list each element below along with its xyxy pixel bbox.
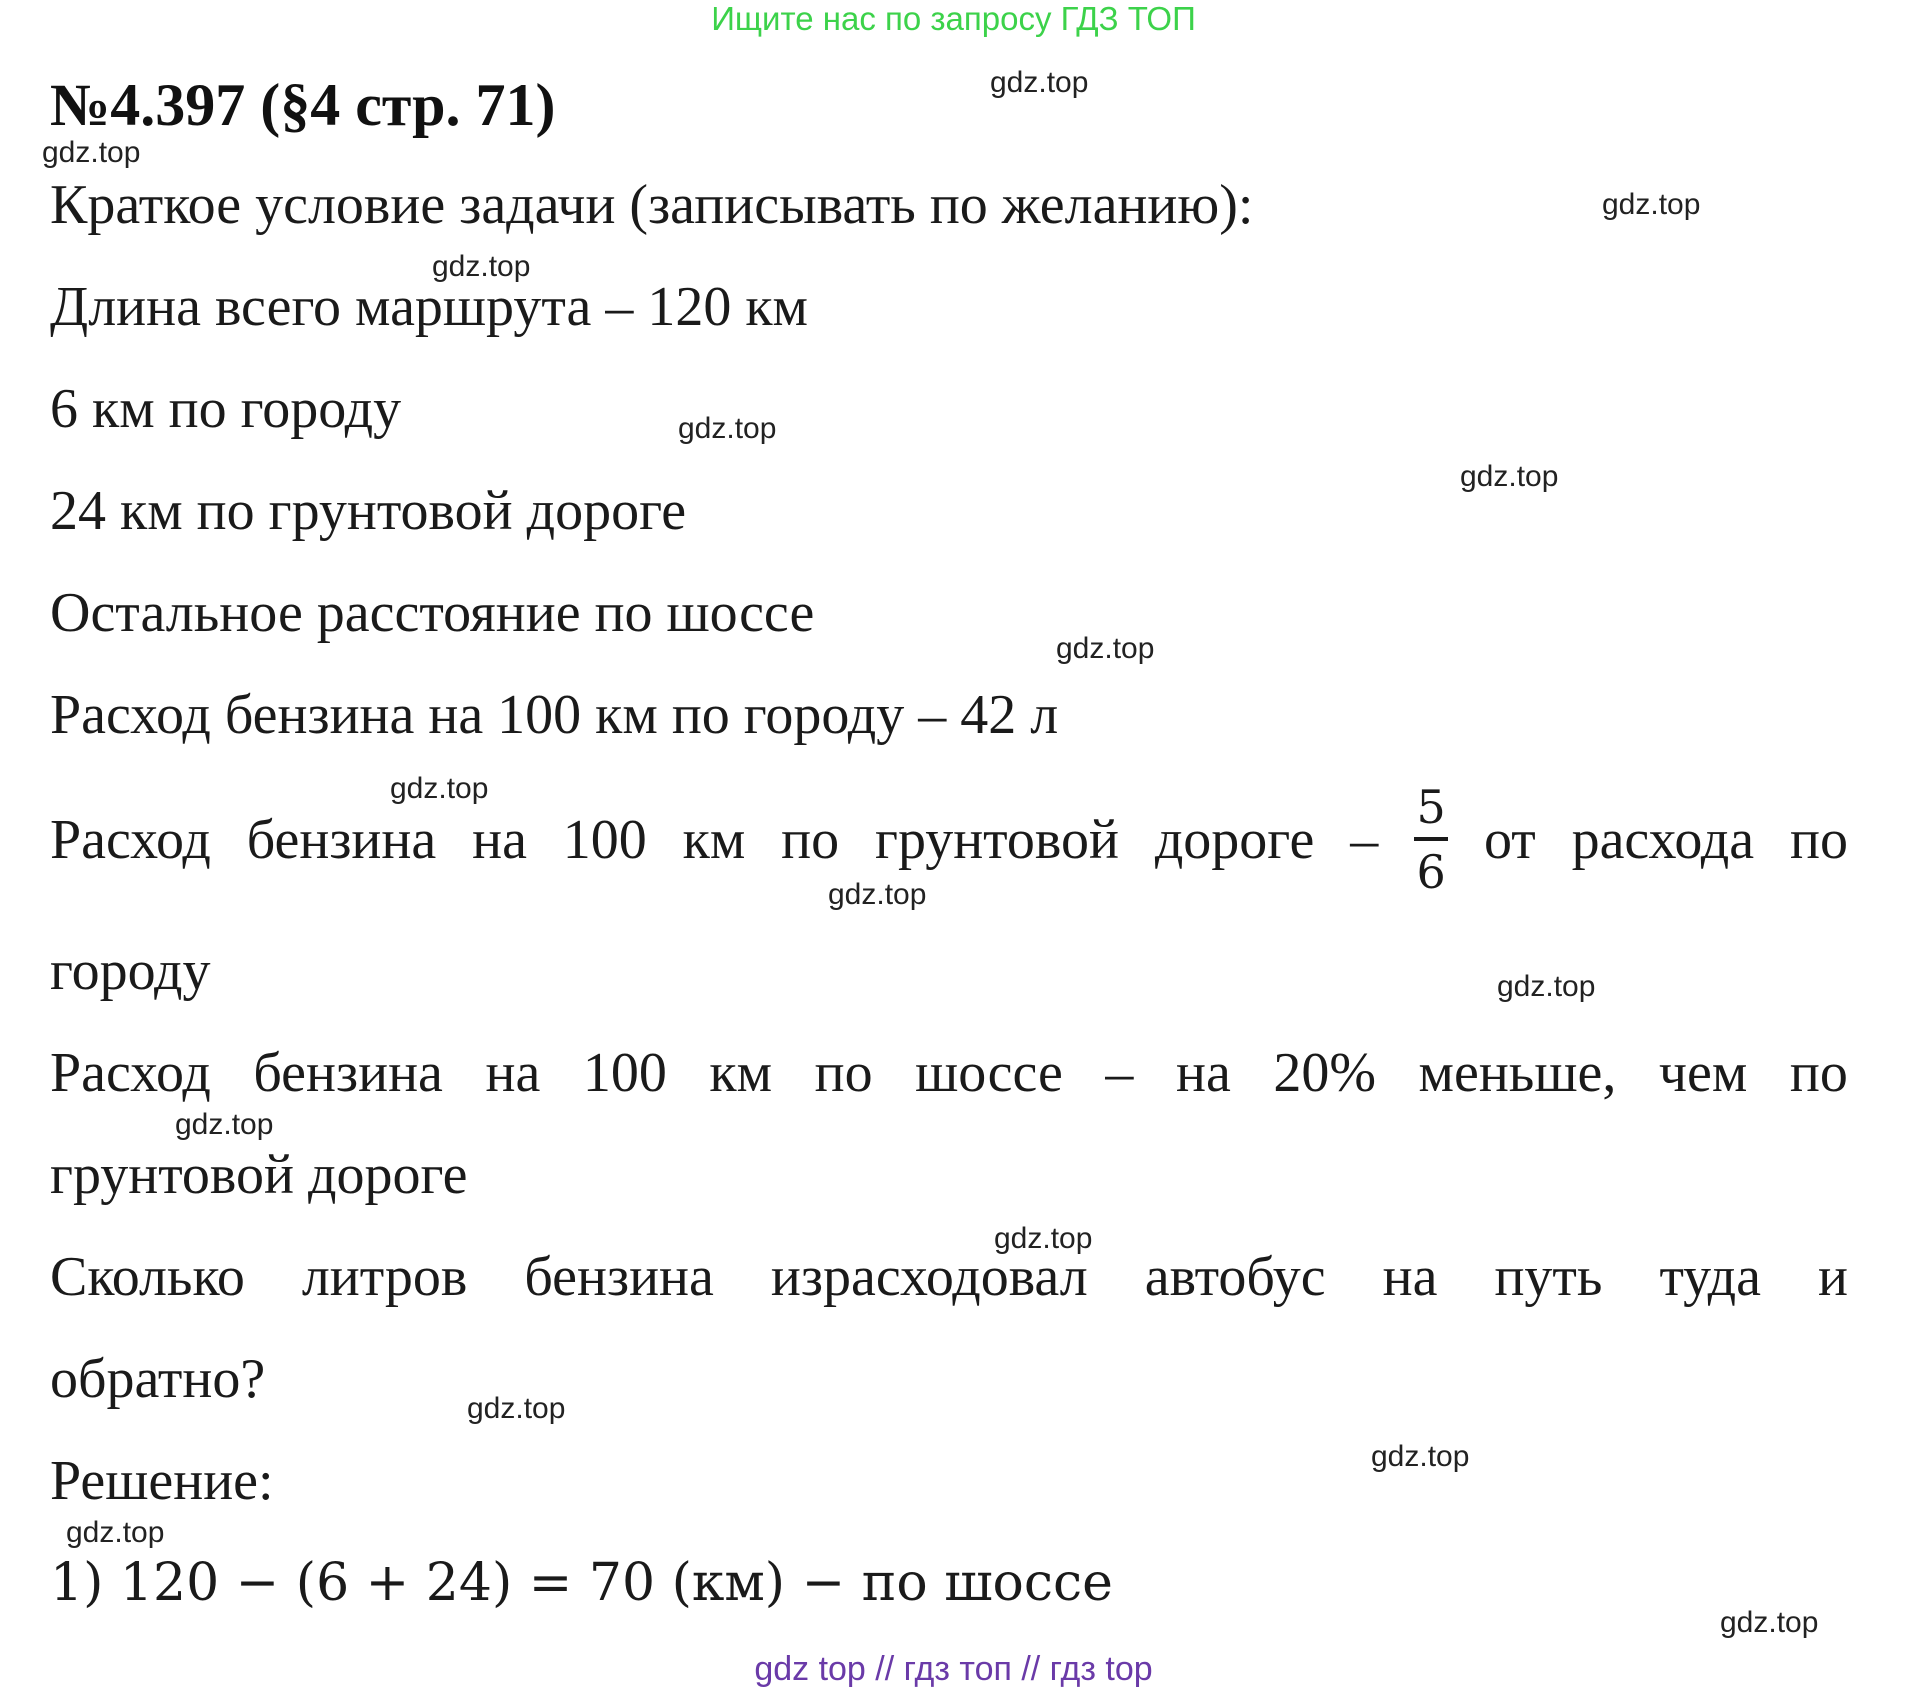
solution-heading: Решение: <box>50 1450 274 1512</box>
word: расхода <box>1571 808 1755 871</box>
watermark: gdz.top <box>1602 188 1701 221</box>
watermark: gdz.top <box>42 136 141 169</box>
condition-line-continuation: городу <box>50 940 211 1002</box>
footer-watermark: gdz top // гдз топ // гдз top <box>754 1650 1153 1688</box>
word: по <box>814 1042 873 1104</box>
watermark: gdz.top <box>990 66 1089 99</box>
condition-line-continuation: грунтовой дороге <box>50 1144 468 1206</box>
word: туда <box>1659 1246 1761 1308</box>
fraction-numerator: 5 <box>1416 780 1446 834</box>
watermark: gdz.top <box>432 250 531 283</box>
word: бензина <box>253 1042 443 1104</box>
condition-line-dirt-road: 24 км по грунтовой дороге <box>50 480 687 542</box>
word: Расход <box>50 1042 211 1104</box>
word: меньше, <box>1418 1042 1617 1104</box>
word: км <box>682 808 746 871</box>
word: 20% <box>1273 1042 1376 1104</box>
condition-line-route-length: Длина всего маршрута – 120 км <box>50 276 808 338</box>
condition-line-highway: Остальное расстояние по шоссе <box>50 582 815 644</box>
word: км <box>709 1042 773 1104</box>
word: по <box>1789 1042 1848 1104</box>
condition-line-city-consumption: Расход бензина на 100 км по городу – 42 л <box>50 684 1059 746</box>
word: бензина <box>524 1246 714 1308</box>
word: автобус <box>1144 1246 1326 1308</box>
word: литров <box>301 1246 468 1308</box>
word: по <box>781 808 840 871</box>
question-line <box>50 1244 1848 1310</box>
word: – <box>1350 808 1379 871</box>
word: от <box>1483 808 1536 871</box>
watermark: gdz.top <box>1460 460 1559 493</box>
word: дороге <box>1154 808 1315 871</box>
watermark: gdz.top <box>828 878 927 911</box>
condition-line-highway-consumption <box>50 1040 1848 1106</box>
word: израсходовал <box>770 1246 1088 1308</box>
watermark: gdz.top <box>994 1222 1093 1255</box>
word: и <box>1818 1246 1848 1308</box>
condition-line-city: 6 км по городу <box>50 378 402 440</box>
fraction <box>1414 780 1448 899</box>
word: чем <box>1658 1042 1748 1104</box>
word: 100 <box>582 1042 667 1104</box>
word: Сколько <box>50 1246 245 1308</box>
word: Расход <box>50 808 211 871</box>
watermark: gdz.top <box>467 1392 566 1425</box>
word: – <box>1105 1042 1134 1104</box>
word: на <box>485 1042 541 1104</box>
watermark: gdz.top <box>175 1108 274 1141</box>
watermark: gdz.top <box>390 772 489 805</box>
page-title: №4.397 (§4 стр. 71) <box>50 72 556 138</box>
fraction-bar <box>1414 837 1448 841</box>
condition-line-dirt-consumption <box>50 780 1848 899</box>
watermark: gdz.top <box>1056 632 1155 665</box>
condition-heading: Краткое условие задачи (записывать по желанию): <box>50 174 1254 236</box>
fraction-denominator: 6 <box>1416 845 1446 899</box>
word: грунтовой <box>874 808 1119 871</box>
word: на <box>1175 1042 1231 1104</box>
word: бензина <box>246 808 437 871</box>
word: шоссе <box>915 1042 1063 1104</box>
word: путь <box>1494 1246 1603 1308</box>
word: на <box>472 808 527 871</box>
watermark: gdz.top <box>66 1516 165 1549</box>
search-banner: Ищите нас по запросу ГДЗ ТОП <box>711 0 1196 37</box>
solution-step-1: 1) 120 − (6 + 24) = 70 (км) − по шоссе <box>50 1553 1113 1613</box>
question-line-continuation: обратно? <box>50 1348 266 1410</box>
word: на <box>1382 1246 1438 1308</box>
watermark: gdz.top <box>1371 1440 1470 1473</box>
word: по <box>1790 808 1848 871</box>
watermark: gdz.top <box>1720 1606 1819 1639</box>
watermark: gdz.top <box>1497 970 1596 1003</box>
word: 100 <box>562 808 647 871</box>
watermark: gdz.top <box>678 412 777 445</box>
